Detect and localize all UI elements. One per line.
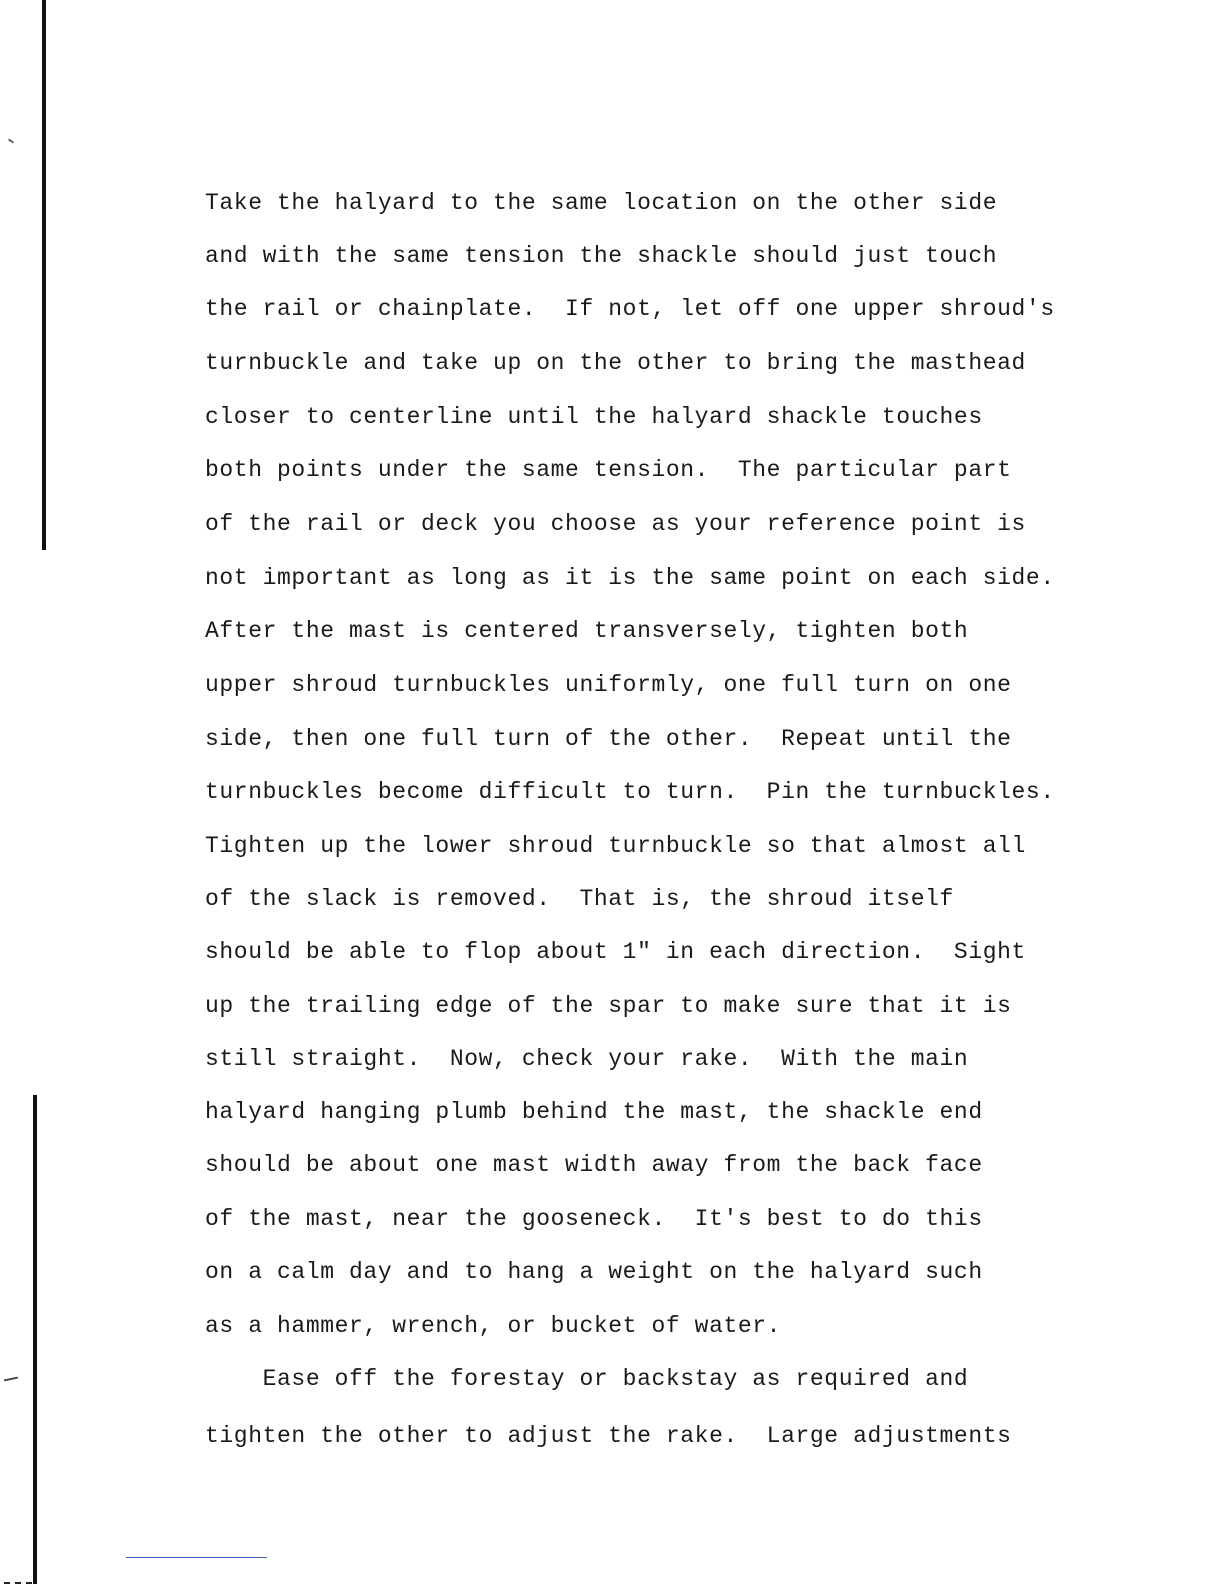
text-line: should be about one mast width away from the back face — [205, 1152, 983, 1178]
text-line: upper shroud turnbuckles uniformly, one full turn on one — [205, 672, 1012, 698]
scan-mark — [4, 1377, 18, 1382]
text-line: as a hammer, wrench, or bucket of water. — [205, 1313, 782, 1339]
text-line: still straight. Now, check your rake. With the main — [205, 1046, 969, 1072]
text-line: up the trailing edge of the spar to make sure that it is — [205, 993, 1012, 1019]
text-line: not important as long as it is the same point on each side. — [205, 565, 1055, 591]
text-line: Tighten up the lower shroud turnbuckle so that almost all — [205, 833, 1026, 859]
margin-bar-bottom — [33, 1095, 37, 1584]
text-line: the rail or chainplate. If not, let off one upper shroud's — [205, 296, 1055, 322]
text-line: halyard hanging plumb behind the mast, the shackle end — [205, 1099, 983, 1125]
text-line: turnbuckles become difficult to turn. Pin the turnbuckles. — [205, 779, 1055, 805]
text-line: After the mast is centered transversely, tighten both — [205, 618, 969, 644]
text-line: should be able to flop about 1" in each direction. Sight — [205, 939, 1026, 965]
text-line: Ease off the forestay or backstay as required and — [205, 1366, 969, 1392]
text-line: tighten the other to adjust the rake. Large adjustments — [205, 1423, 1012, 1449]
text-line: Take the halyard to the same location on the other side — [205, 190, 998, 216]
text-line: closer to centerline until the halyard shackle touches — [205, 404, 983, 430]
text-line: of the mast, near the gooseneck. It's best to do this — [205, 1206, 983, 1232]
text-line: side, then one full turn of the other. Repeat until the — [205, 726, 1012, 752]
footnote-rule — [126, 1557, 267, 1558]
text-line: of the slack is removed. That is, the shroud itself — [205, 886, 954, 912]
text-line: both points under the same tension. The particular part — [205, 457, 1012, 483]
text-line: on a calm day and to hang a weight on the halyard such — [205, 1259, 983, 1285]
margin-bar-top — [42, 0, 46, 550]
text-line: and with the same tension the shackle should just touch — [205, 243, 998, 269]
text-line: turnbuckle and take up on the other to bring the masthead — [205, 350, 1026, 376]
scan-mark — [8, 138, 14, 143]
text-line: of the rail or deck you choose as your reference point is — [205, 511, 1026, 537]
